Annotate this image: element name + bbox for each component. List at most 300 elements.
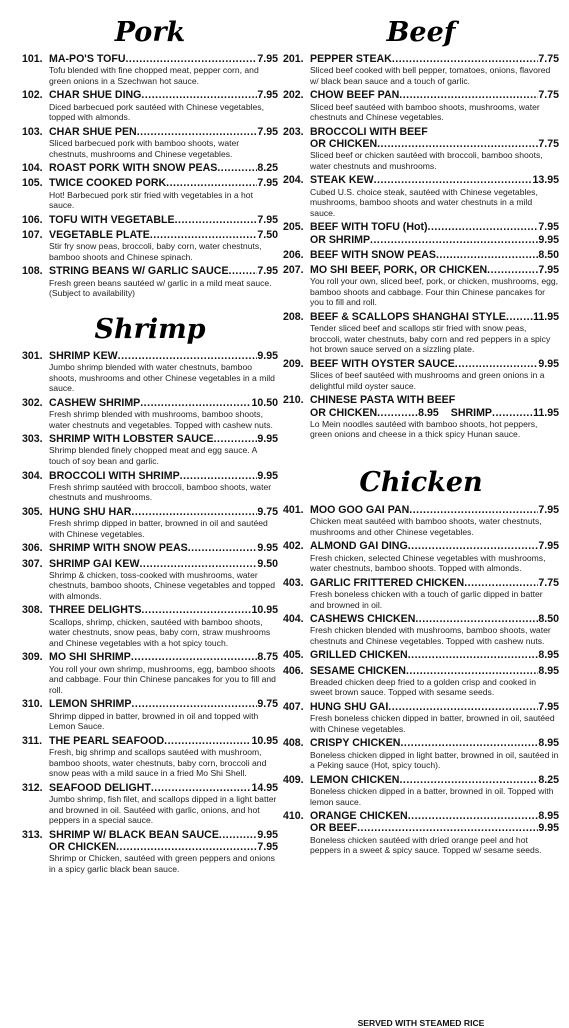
dot-leader (217, 162, 257, 174)
item-alt-price: 9.95 (538, 822, 559, 835)
item-price: 10.95 (251, 734, 278, 747)
item-number: 206. (283, 248, 304, 261)
item-alt2-price: 11.95 (533, 406, 559, 419)
menu-item (22, 542, 278, 554)
item-description: Tender sliced beef and scallops stir fried with snow peas, broccoli, water chestnuts, baby corn and red peppers in a spicy hot brown sauce served on a sizzling plate. (310, 323, 551, 355)
item-description: Sliced barbecued pork with bamboo shoots, water chestnuts, mushrooms and Chinese vegetables. (49, 137, 240, 159)
item-description: Lo Mein noodles sautéed with bamboo shoots, hot peppers, green onions and cheese in a thick spicy Hunan sauce. (310, 418, 538, 440)
item-description: Boneless chicken dipped in light batter, browned in oil, sautéed in a Peking sauce (Hot, spicy touch). (310, 749, 559, 771)
item-price: 13.95 (532, 174, 559, 187)
menu-item-line-alt (283, 407, 559, 419)
item-description: Slices of beef sautéed with mushrooms and green onions in a delightful mild oyster sauce. (310, 370, 545, 391)
shrimp-title: Shrimp (94, 313, 206, 345)
item-alt-name: OR CHICKEN (49, 841, 117, 854)
menu-item (22, 470, 278, 503)
pork-title: Pork (114, 17, 186, 48)
menu-item-line (22, 350, 278, 362)
menu-item-line (22, 397, 278, 409)
item-alt-name: OR CHICKEN (310, 137, 378, 150)
menu-item-line-alt (283, 234, 559, 246)
dot-leader (374, 174, 533, 186)
menu-item (283, 126, 559, 172)
beef-section (283, 18, 559, 440)
dot-leader (175, 214, 258, 226)
item-name: PEPPER STEAK (310, 53, 392, 65)
item-number: 108. (22, 265, 43, 278)
item-price: 7.95 (257, 213, 278, 226)
menu-item-line (283, 394, 559, 406)
item-name: SEAFOOD DELIGHT (49, 781, 151, 794)
dot-leader (140, 397, 251, 409)
dot-leader (399, 89, 538, 101)
item-description: Fresh shrimp dipped in batter, browned in oil and sautéed with Chinese vegetables. (49, 518, 268, 539)
item-name: MA-PO'S TOFU (49, 53, 126, 65)
item-alt-name: OR BEEF (310, 822, 358, 835)
dot-leader (409, 504, 538, 516)
dot-leader (406, 665, 538, 677)
menu-item (22, 651, 278, 695)
item-description: Fresh chicken, selected Chinese vegetables with mushrooms, water chestnuts, bamboo shoots. Topped with almonds. (310, 552, 546, 574)
menu-item-line (283, 774, 559, 786)
item-description: Fresh boneless chicken with a touch of garlic dipped in batter and browned in oil. (310, 588, 543, 610)
chicken-section (283, 468, 559, 856)
menu-item (283, 249, 559, 261)
menu-item-line (22, 506, 278, 518)
dot-leader (415, 613, 538, 625)
left-column (22, 0, 278, 877)
menu-item (283, 394, 559, 440)
item-name: HUNG SHU HAR (49, 505, 132, 518)
menu-item-line (283, 264, 559, 276)
item-price: 9.95 (257, 469, 278, 482)
item-description: Shrimp dipped in batter, browned in oil and topped with Lemon Sauce. (49, 710, 259, 732)
item-name: BEEF WITH OYSTER SAUCE (310, 357, 455, 370)
menu-item-line-alt (283, 138, 559, 150)
item-description: Hot! Barbecued pork stir fried with vegetables in a hot sauce. (49, 189, 253, 211)
dot-leader (408, 540, 539, 552)
item-description: Fresh green beans sautéed w/ garlic in a mild meat sauce. (Subject to availability) (49, 277, 272, 299)
menu-item (283, 774, 559, 807)
item-number: 405. (283, 649, 304, 662)
item-name: VEGETABLE PLATE (49, 228, 150, 241)
item-price: 7.75 (538, 576, 559, 589)
item-name: SHRIMP KEW (49, 349, 118, 362)
item-number: 210. (283, 394, 304, 407)
menu-item-line (283, 53, 559, 65)
item-number: 308. (22, 604, 43, 617)
item-number: 309. (22, 651, 43, 664)
item-number: 302. (22, 396, 43, 409)
dot-leader (141, 604, 251, 616)
item-name: CASHEWS CHICKEN (310, 613, 416, 626)
item-description: Diced barbecued pork sautéed with Chinese vegetables, topped with almonds. (49, 101, 264, 123)
item-description: Boneless chicken dipped in a batter, browned in oil. Topped with lemon sauce. (310, 786, 554, 807)
item-number: 103. (22, 125, 43, 138)
item-price: 8.95 (538, 649, 559, 662)
menu-item (22, 782, 278, 826)
item-price: 7.95 (538, 701, 559, 714)
dot-leader (131, 651, 258, 663)
menu-item (22, 558, 278, 602)
item-name: CHAR SHUE PEN (49, 125, 137, 138)
item-description: Boneless chicken sautéed with dried orange peel and hot peppers in a sweet & spicy sauce. Topped w/ sesame seeds. (310, 834, 542, 856)
chicken-title: Chicken (359, 466, 483, 498)
dot-leader (370, 234, 538, 246)
item-price: 8.50 (538, 613, 559, 626)
menu-item-line (22, 53, 278, 65)
menu-item-line (22, 542, 278, 554)
item-name: SHRIMP GAI KEW (49, 557, 140, 570)
item-number: 409. (283, 773, 304, 786)
menu-item-line (283, 577, 559, 589)
menu-item-line (283, 665, 559, 677)
menu-item-line (283, 701, 559, 713)
menu-item (22, 214, 278, 226)
dot-leader (151, 782, 252, 794)
item-number: 408. (283, 737, 304, 750)
item-name: THREE DELIGHTS (49, 604, 142, 617)
beef-title: Beef (386, 17, 456, 48)
item-number: 410. (283, 810, 304, 823)
dot-leader (377, 138, 538, 150)
item-number: 401. (283, 503, 304, 516)
menu-item-line (22, 782, 278, 794)
menu-item (22, 53, 278, 86)
dot-leader (436, 249, 538, 261)
menu-item-line (22, 698, 278, 710)
item-number: 104. (22, 162, 43, 175)
item-price: 9.95 (538, 357, 559, 370)
chicken-items (283, 504, 559, 856)
item-number: 105. (22, 177, 43, 190)
item-description: Shrimp & chicken, toss-cooked with mushrooms, water chestnuts, bamboo shoots, Chinese vegetables and topped with almonds. (49, 569, 275, 601)
item-number: 402. (283, 540, 304, 553)
item-name: MO SHI BEEF, PORK, OR CHICKEN (310, 263, 488, 276)
item-name: BEEF WITH SNOW PEAS (310, 248, 436, 261)
dot-leader (188, 542, 258, 554)
menu-item (283, 53, 559, 86)
item-price: 7.95 (538, 221, 559, 234)
dot-leader (164, 735, 251, 747)
dot-leader (377, 407, 418, 419)
item-alt-name: OR SHRIMP (310, 233, 371, 246)
dot-leader (139, 558, 257, 570)
menu-item-line (22, 470, 278, 482)
dot-leader (455, 358, 539, 370)
item-price: 7.95 (538, 263, 559, 276)
footer-note: SERVED WITH STEAMED RICE (357, 1018, 485, 1028)
shrimp-section (22, 315, 278, 875)
item-alt-price: 8.95 (418, 406, 439, 419)
dot-leader (214, 433, 258, 445)
menu-item (283, 504, 559, 537)
dot-leader (131, 506, 257, 518)
menu-item (283, 264, 559, 308)
menu-item (22, 229, 278, 262)
dot-leader (399, 774, 538, 786)
item-price: 10.50 (251, 396, 278, 409)
item-price: 9.75 (257, 698, 278, 711)
item-name: BEEF & SCALLOPS SHANGHAI STYLE (310, 310, 506, 323)
dot-leader (116, 841, 257, 853)
item-alt2-name: SHRIMP (450, 406, 492, 419)
item-description: Fresh, big shrimp and scallops sautéed with mushroom, bamboo shoots, water chestnuts, baby corn, broccoli and snow peas with a mild sauce in a fried Mo Shi Shell. (49, 747, 267, 779)
menu-item (22, 604, 278, 648)
menu-item (283, 665, 559, 698)
dot-leader (150, 229, 258, 241)
menu-item (283, 311, 559, 355)
menu-item (22, 735, 278, 779)
item-name: CHAR SHUE DING (49, 89, 142, 102)
item-price: 14.95 (251, 781, 278, 794)
dot-leader (492, 407, 533, 419)
menu-item-line (22, 177, 278, 189)
menu-item-line (283, 174, 559, 186)
item-name: CHOW BEEF PAN (310, 89, 400, 102)
item-number: 107. (22, 228, 43, 241)
item-number: 207. (283, 263, 304, 276)
item-name: THE PEARL SEAFOOD (49, 734, 165, 747)
item-description: Fresh chicken blended with mushrooms, bamboo shoots, water chestnuts and Chinese vegetables. Topped with cashew nuts. (310, 625, 551, 646)
pork-section (22, 18, 278, 299)
item-name: GARLIC FRITTERED CHICKEN (310, 576, 465, 589)
item-number: 403. (283, 576, 304, 589)
item-number: 404. (283, 613, 304, 626)
dot-leader (392, 53, 539, 65)
dot-leader (219, 829, 257, 841)
item-price: 8.95 (538, 810, 559, 823)
item-price: 7.95 (538, 540, 559, 553)
dot-leader (388, 701, 538, 713)
item-price: 7.95 (257, 53, 278, 65)
item-name: CRISPY CHICKEN (310, 737, 401, 750)
dot-leader (141, 89, 257, 101)
item-number: 205. (283, 221, 304, 234)
item-description: Shrimp or Chicken, sautéed with green peppers and onions in a spicy garlic black bean sauce. (49, 853, 275, 874)
item-description: Sliced beef cooked with bell pepper, tomatoes, onions, flavored w/ black bean sauce and a touch of garlic. (310, 65, 551, 86)
menu-item (22, 126, 278, 159)
item-price: 9.75 (257, 505, 278, 518)
item-price: 7.75 (538, 53, 559, 65)
dot-leader (118, 350, 258, 362)
item-description: You roll your own, sliced beef, pork, or chicken, mushrooms, egg, bamboo shoots and cabbage. Four thin Chinese pancakes for you to fill and roll. (310, 276, 559, 308)
menu-item-line (283, 126, 559, 138)
item-price: 7.95 (257, 265, 278, 278)
item-name: ORANGE CHICKEN (310, 810, 408, 823)
menu-item (22, 177, 278, 210)
menu-item (283, 613, 559, 646)
menu-item (283, 358, 559, 391)
item-number: 406. (283, 664, 304, 677)
item-price: 9.95 (257, 433, 278, 446)
item-number: 102. (22, 89, 43, 102)
menu-item (283, 221, 559, 245)
item-description: Stir fry snow peas, broccoli, baby corn, water chestnuts, bamboo shoots and Chinese spinach. (49, 241, 262, 262)
menu-item-line (283, 249, 559, 261)
menu-item-line (22, 162, 278, 174)
item-description: Jumbo shrimp blended with water chestnuts, bamboo shoots, mushrooms and other Chinese vegetables in a mild sauce. (49, 361, 275, 394)
item-price: 8.25 (538, 773, 559, 786)
item-price: 9.95 (257, 542, 278, 555)
item-description: Shrimp blended finely chopped meat and egg sauce. A touch of soy bean and garlic. (49, 445, 257, 466)
item-name: BROCCOLI WITH SHRIMP (49, 469, 180, 482)
item-price: 9.95 (257, 828, 278, 841)
menu-item (283, 810, 559, 856)
menu-item-line (283, 89, 559, 101)
item-name: MO SHI SHRIMP (49, 651, 131, 664)
menu-item-line (22, 558, 278, 570)
menu-item-line (283, 737, 559, 749)
item-name: LEMON CHICKEN (310, 773, 400, 786)
item-name: HUNG SHU GAI (310, 701, 389, 714)
item-number: 304. (22, 469, 43, 482)
item-description: You roll your own shrimp, mushrooms, egg, bamboo shoots and cabbage. Four thin Chinese pancakes for you to fill and roll. (49, 663, 276, 695)
item-number: 202. (283, 89, 304, 102)
item-name: GRILLED CHICKEN (310, 649, 408, 662)
item-price: 7.75 (538, 89, 559, 102)
menu-item-line-alt (283, 822, 559, 834)
menu-item-line (283, 810, 559, 822)
item-description: Sliced beef sautéed with bamboo shoots, mushrooms, water chestnuts and Chinese vegetables. (310, 101, 540, 123)
menu-item-line (22, 89, 278, 101)
item-description: Tofu blended with fine chopped meat, pepper corn, and green onions in a Szechwan hot sauce. (49, 65, 259, 86)
menu-item-line (283, 358, 559, 370)
dot-leader (357, 822, 538, 834)
item-number: 313. (22, 828, 43, 841)
shrimp-items (22, 350, 278, 875)
dot-leader (428, 221, 539, 233)
dot-leader (131, 698, 257, 710)
menu-item (22, 162, 278, 174)
item-price: 8.25 (257, 162, 278, 175)
menu-item-line (22, 651, 278, 663)
item-description: Fresh boneless chicken dipped in batter, browned in oil, sautéed with Chinese vegetables. (310, 713, 555, 734)
dot-leader (229, 265, 258, 277)
dot-leader (180, 470, 258, 482)
menu-item (283, 737, 559, 770)
menu-item-line (22, 735, 278, 747)
item-description: Sliced beef or chicken sautéed with broccoli, bamboo shoots, water chestnuts and mushrooms. (310, 150, 543, 171)
item-price: 8.95 (538, 737, 559, 750)
item-price: 7.95 (538, 503, 559, 516)
menu-item-line (283, 504, 559, 516)
item-name: LEMON SHRIMP (49, 698, 132, 711)
pork-items (22, 53, 278, 299)
item-number: 307. (22, 557, 43, 570)
dot-leader (400, 737, 538, 749)
item-number: 305. (22, 505, 43, 518)
item-price: 8.75 (257, 651, 278, 664)
item-number: 407. (283, 701, 304, 714)
menu-item-line (22, 214, 278, 226)
item-number: 310. (22, 698, 43, 711)
menu-item (283, 89, 559, 122)
item-name: SHRIMP W/ BLACK BEAN SAUCE (49, 828, 219, 841)
menu-item-line (22, 829, 278, 841)
item-number: 311. (22, 734, 43, 747)
menu-item-line (283, 221, 559, 233)
menu-item (283, 649, 559, 661)
item-name: BEEF WITH TOFU (Hot) (310, 221, 428, 234)
menu-item (22, 265, 278, 298)
item-name: CASHEW SHRIMP (49, 396, 141, 409)
menu-item-line (22, 126, 278, 138)
dot-leader (506, 311, 533, 323)
item-name: ROAST PORK WITH SNOW PEAS (49, 162, 218, 175)
menu-item (283, 577, 559, 610)
item-number: 106. (22, 213, 43, 226)
menu-item (22, 698, 278, 731)
item-name: TOFU WITH VEGETABLE (49, 213, 175, 226)
menu-item-line (22, 604, 278, 616)
item-name: SHRIMP WITH SNOW PEAS (49, 542, 188, 555)
menu-item-line (22, 433, 278, 445)
item-description: Cubed U.S. choice steak, sautéed with Chinese vegetables, mushrooms, bamboo shoots and water chestnuts in a mild sauce. (310, 186, 538, 218)
item-price: 7.95 (257, 177, 278, 190)
item-number: 303. (22, 433, 43, 446)
menu-item (22, 89, 278, 122)
item-name: STRING BEANS W/ GARLIC SAUCE (49, 265, 229, 278)
menu-item (22, 397, 278, 430)
item-price: 9.95 (257, 349, 278, 362)
right-column (283, 0, 559, 859)
menu-item (22, 829, 278, 875)
item-price: 11.95 (533, 310, 559, 323)
item-number: 201. (283, 53, 304, 65)
item-name: SESAME CHICKEN (310, 664, 406, 677)
menu-item (22, 350, 278, 394)
item-price: 7.95 (257, 125, 278, 138)
item-name: MOO GOO GAI PAN (310, 503, 410, 516)
menu-item-line (22, 229, 278, 241)
item-name: ALMOND GAI DING (310, 540, 408, 553)
item-price: 10.95 (251, 604, 278, 617)
menu-item (283, 701, 559, 734)
item-number: 312. (22, 781, 43, 794)
item-price: 9.50 (257, 557, 278, 570)
item-number: 203. (283, 125, 304, 138)
dot-leader (166, 177, 257, 189)
dot-leader (464, 577, 538, 589)
item-name: BROCCOLI WITH BEEF (310, 125, 428, 138)
item-description: Chicken meat sautéed with bamboo shoots, water chestnuts, mushrooms and other Chinese vegetables. (310, 516, 542, 537)
menu-item-line (283, 540, 559, 552)
item-description: Jumbo shrimp, fish filet, and scallops dipped in a light batter and browned in oil. Sautéed with garlic, onions, and hot peppers in a special sauce. (49, 794, 277, 826)
item-price: 7.50 (257, 228, 278, 241)
item-name: CHINESE PASTA WITH BEEF (310, 394, 456, 407)
item-price: 8.50 (538, 248, 559, 261)
menu-item-line-alt (22, 841, 278, 853)
item-number: 209. (283, 357, 304, 370)
beef-items (283, 53, 559, 440)
item-description: Fresh shrimp sautéed with broccoli, bamboo shoots, water chestnuts and mushrooms. (49, 481, 272, 503)
item-description: Scallops, shrimp, chicken, sautéed with bamboo shoots, water chestnuts, snow peas, baby corn, straw mushrooms and Chinese vegetables with a hot spicy touch. (49, 616, 271, 648)
item-name: SHRIMP WITH LOBSTER SAUCE (49, 433, 214, 446)
item-name: STEAK KEW (310, 174, 374, 187)
menu-item-line (283, 613, 559, 625)
dot-leader (125, 53, 257, 65)
item-alt-name: OR CHICKEN (310, 406, 378, 419)
item-alt-price: 9.95 (538, 233, 559, 246)
dot-leader (408, 649, 539, 661)
item-name: TWICE COOKED PORK (49, 177, 167, 190)
menu-item-line (283, 649, 559, 661)
menu-item (22, 506, 278, 539)
menu-item (283, 174, 559, 218)
menu-item (22, 433, 278, 466)
item-number: 204. (283, 174, 304, 187)
dot-leader (137, 126, 258, 138)
